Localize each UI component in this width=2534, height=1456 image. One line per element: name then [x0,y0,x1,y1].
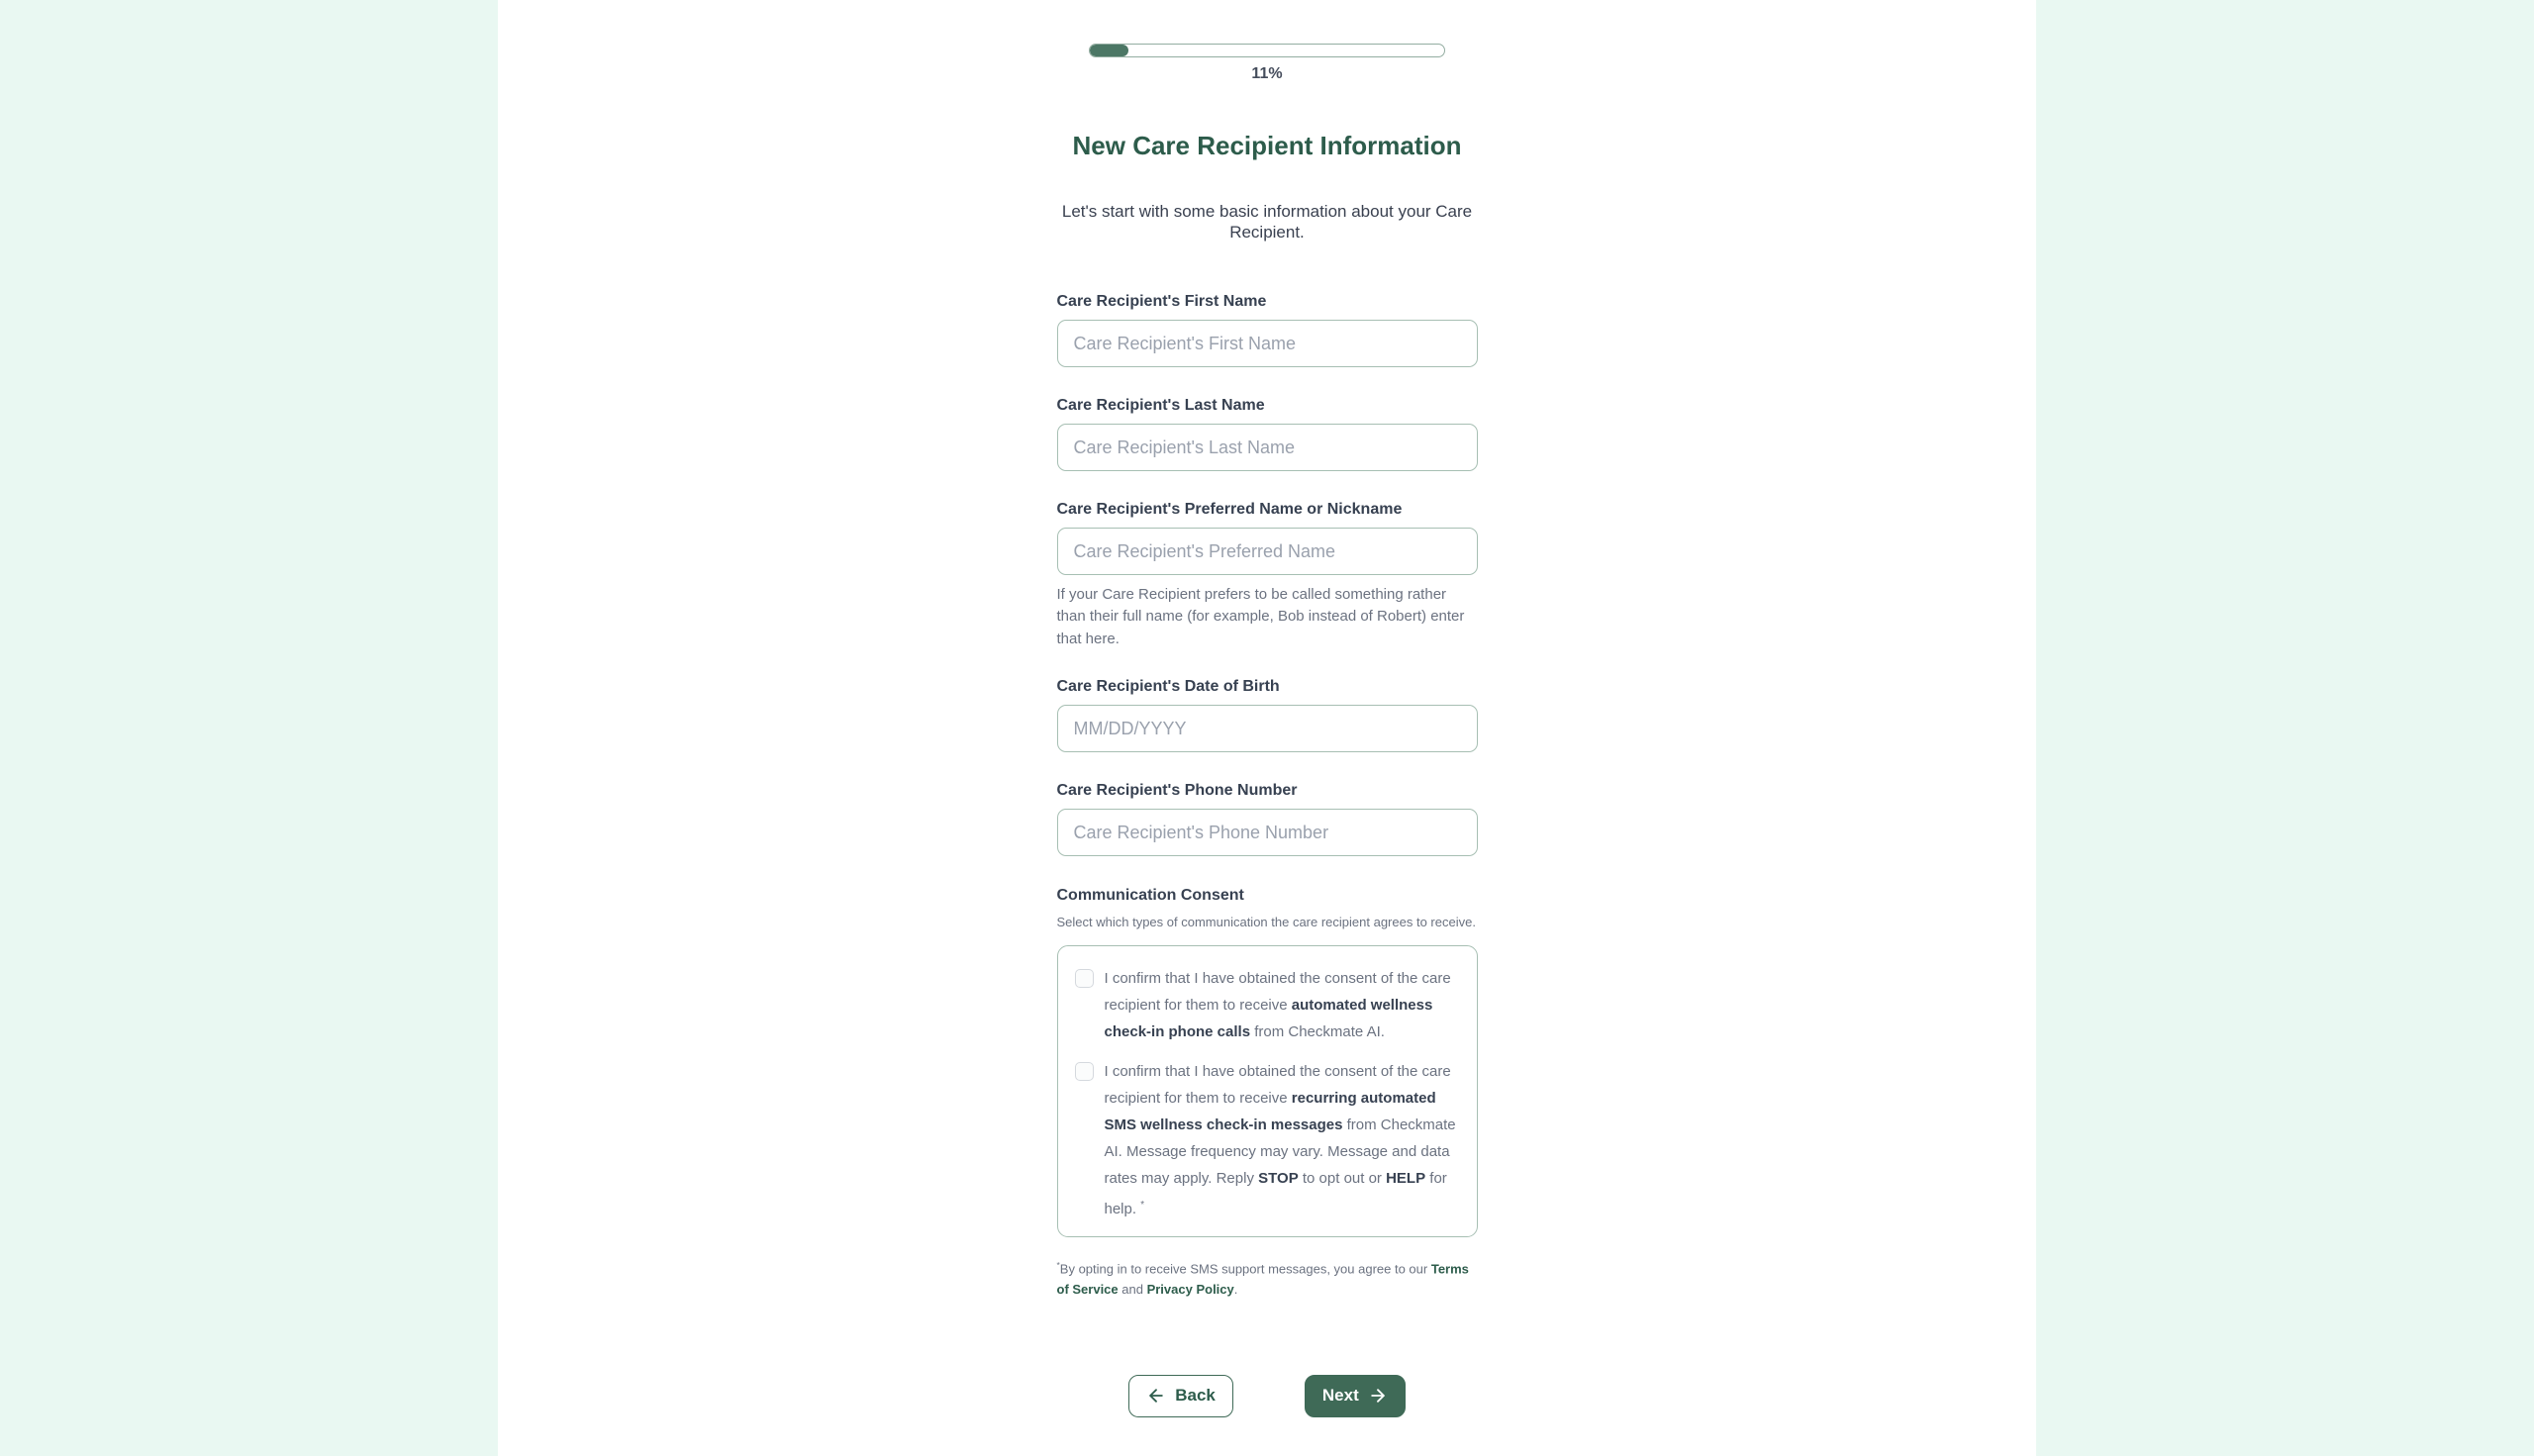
progress-bar [1089,44,1445,57]
arrow-left-icon [1146,1386,1166,1406]
form-column [1057,0,1478,1417]
preferred-name-label: Care Recipient's Preferred Name or Nickname [1056,501,1403,518]
field-first-name [1057,291,1478,367]
progress-fill [1090,45,1128,56]
date-of-birth-label: Care Recipient's Date of Birth [1056,678,1280,696]
progress-section [1057,44,1478,83]
consent-option-list [1057,945,1478,1237]
date-of-birth-input[interactable] [1057,705,1478,752]
preferred-name-input[interactable] [1057,528,1478,575]
page-subtitle: Let's start with some basic information about your Care Recipient. [1061,202,1473,242]
phone-number-label: Care Recipient's Phone Number [1056,782,1298,800]
care-recipient-form [1057,291,1478,1300]
consent-option [1075,965,1457,1045]
back-button[interactable] [1128,1375,1233,1417]
consent-checkbox[interactable] [1075,969,1094,988]
consent-option-text: I confirm that I have obtained the consent of the care recipient for them to receive automated wellness check-in phone calls from Checkmate AI. [1104,970,1451,1041]
field-date-of-birth [1057,676,1478,752]
arrow-right-icon [1368,1386,1388,1406]
first-name-label: Care Recipient's First Name [1056,293,1267,310]
field-preferred-name [1057,499,1478,650]
first-name-input[interactable] [1057,320,1478,367]
phone-number-input[interactable] [1057,809,1478,856]
last-name-label: Care Recipient's Last Name [1056,397,1265,414]
consent-option-text: I confirm that I have obtained the consent of the care recipient for them to receive recurring automated SMS wellness check-in messages from Checkmate AI. Message frequency may vary. Message and data rates may apply. Reply STOP to opt out or HELP for help. * [1104,1063,1456,1218]
footnote-link[interactable]: Terms of Service [1056,1261,1469,1297]
communication-consent-description: Select which types of communication the care recipient agrees to receive. [1056,915,1476,930]
next-button[interactable] [1305,1375,1406,1417]
next-button-label: Next [1321,1386,1359,1406]
form-navigation [1057,1375,1478,1417]
footnote-link[interactable]: Privacy Policy [1146,1281,1234,1297]
field-last-name [1057,395,1478,471]
page-title: New Care Recipient Information [1072,131,1462,160]
main-panel [498,0,2036,1456]
consent-checkbox[interactable] [1075,1062,1094,1081]
field-phone-number [1057,780,1478,856]
footnote-text: *By opting in to receive SMS support messages, you agree to our Terms of Service and Privacy Policy. [1056,1260,1469,1297]
preferred-name-helper: If your Care Recipient prefers to be called something rather than their full name (for example, Bob instead of Robert) enter that here. [1056,586,1465,647]
back-button-label: Back [1175,1386,1216,1406]
communication-consent-label: Communication Consent [1056,887,1244,905]
last-name-input[interactable] [1057,424,1478,471]
consent-option [1075,1058,1457,1222]
communication-consent-section [1057,885,1478,1237]
progress-percent-label: 11% [1251,65,1283,82]
